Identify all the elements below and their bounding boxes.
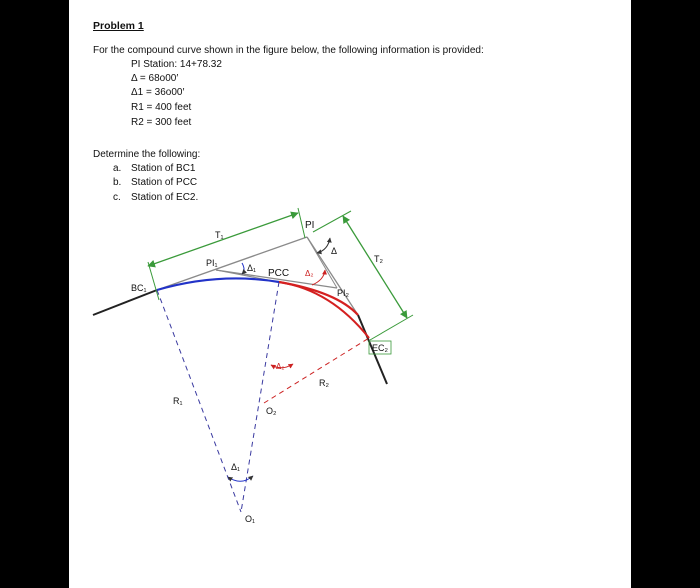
task-text-c: Station of EC2. xyxy=(131,192,199,203)
curve2-arc xyxy=(279,282,358,315)
determine-heading: Determine the following: xyxy=(93,149,201,160)
label-pi: PI xyxy=(305,220,315,231)
t2-extension-top xyxy=(313,211,351,232)
label-pi1: PI₁ xyxy=(206,258,218,268)
label-r2: R₂ xyxy=(319,378,329,388)
delta2-top-arc xyxy=(312,270,325,285)
label-delta-top: Δ xyxy=(331,246,338,256)
label-o1: O₁ xyxy=(245,514,256,524)
pi-extension-line xyxy=(307,237,337,288)
label-delta2-top: Δ₂ xyxy=(305,269,314,278)
document-page xyxy=(69,0,631,588)
problem-intro: For the compound curve shown in the figure below, the following information is provided: xyxy=(93,45,484,56)
label-t2: T₂ xyxy=(374,254,383,264)
task-marker-c: c. xyxy=(113,192,121,203)
given-pi-station: PI Station: 14+78.32 xyxy=(131,59,222,70)
label-bc1: BC₁ xyxy=(131,283,147,293)
given-delta1: Δ1 = 36o00′ xyxy=(131,87,185,98)
task-text-b: Station of PCC xyxy=(131,177,198,188)
compound-curve-figure xyxy=(69,0,631,588)
r1-radius-left xyxy=(157,290,241,512)
label-delta1-top: Δ₁ xyxy=(247,263,257,273)
delta1-top-arc xyxy=(242,263,244,274)
t2-extension-bottom xyxy=(370,315,413,340)
delta-angle-arc xyxy=(317,238,330,253)
label-delta1-bottom: Δ₁ xyxy=(231,462,241,472)
given-delta: Δ = 68o00′ xyxy=(131,73,179,84)
t1-extension-left xyxy=(148,262,159,300)
given-r1: R1 = 400 feet xyxy=(131,102,192,113)
label-o2: O₂ xyxy=(266,406,277,416)
curve1-arc xyxy=(157,278,279,290)
problem-title: Problem 1 xyxy=(93,20,144,32)
label-delta2-bottom: Δ₂ xyxy=(276,362,285,371)
delta1-bottom-arc xyxy=(228,476,253,481)
back-tangent-line xyxy=(93,290,157,315)
task-text-a: Station of BC1 xyxy=(131,163,196,174)
given-r2: R2 = 300 feet xyxy=(131,117,192,128)
task-marker-b: b. xyxy=(113,177,122,188)
t2-dimension-line xyxy=(343,216,407,318)
task-marker-a: a. xyxy=(113,163,122,174)
label-pcc: PCC xyxy=(268,268,290,279)
label-pi2: PI₂ xyxy=(337,288,349,298)
label-t1: T₁ xyxy=(215,230,224,240)
label-ec2: EC₂ xyxy=(372,343,388,353)
t1-extension-right xyxy=(298,208,305,238)
label-r1: R₁ xyxy=(173,396,183,406)
